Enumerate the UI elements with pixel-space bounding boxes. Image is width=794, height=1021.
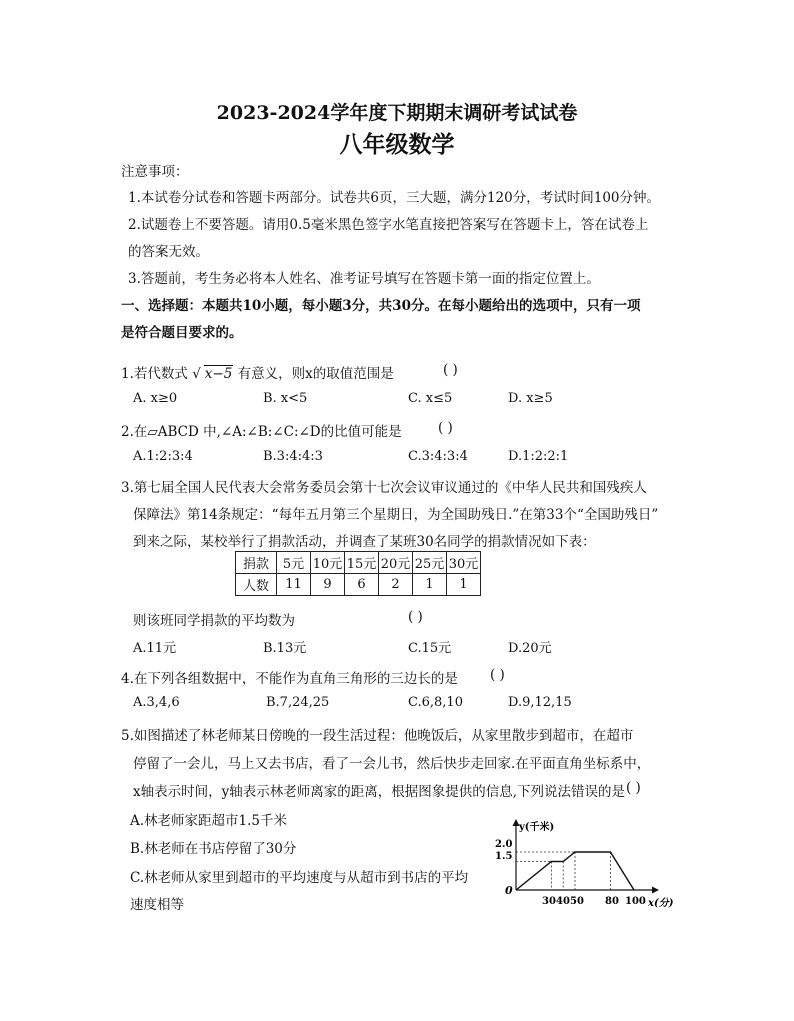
- q4-option-a: A.3,4,6: [133, 695, 180, 710]
- q5-line2: 停留了一会儿，马上又去书店，看了一会儿书，然后快步走回家.在平面直角坐标系中，: [133, 756, 651, 772]
- q5-line3: x轴表示时间，y轴表示林老师离家的距离，根据图象提供的信息,下列说法错误的是: [133, 784, 626, 800]
- q5-line1: 5.如图描述了林老师某日傍晚的一段生活过程：他晚饭后，从家里散步到超市，在超市: [121, 728, 634, 744]
- section1-line2: 是符合题目要求的。: [121, 325, 243, 341]
- table-cell: 2: [379, 574, 413, 596]
- q4-option-d: D.9,12,15: [508, 695, 572, 710]
- table-cell: 1: [447, 574, 481, 596]
- q1-pre: 1.若代数式: [121, 366, 188, 382]
- q2-paren: ( ): [438, 420, 453, 436]
- y-axis-label: y(千米): [519, 822, 555, 833]
- q1-radicand: x−5: [204, 366, 233, 382]
- q2-option-b: B.3:4:4:3: [263, 449, 323, 464]
- q5-option-c2: 速度相等: [130, 897, 184, 913]
- x-tick-label: 100: [625, 896, 646, 907]
- table-cell: 30元: [447, 552, 481, 574]
- graph-guides: [516, 852, 610, 890]
- x-axis-label: x(分): [648, 898, 674, 909]
- q3-line1: 3.第七届全国人民代表大会常务委员会第十七次会议审议通过的《中华人民共和国残疾人: [121, 480, 647, 496]
- notes-heading: 注意事项：: [121, 164, 189, 180]
- q4-stem: 4.在下列各组数据中，不能作为直角三角形的三边长的是: [121, 671, 458, 687]
- q3-option-a: A.11元: [133, 641, 177, 656]
- q3-paren: ( ): [408, 609, 423, 625]
- q4-option-c: C.6,8,10: [408, 695, 463, 710]
- q4-option-b: B.7,24,25: [266, 695, 330, 710]
- sqrt-symbol: √: [192, 366, 201, 382]
- origin-label: 0: [505, 884, 513, 897]
- q2-option-a: A.1:2:3:4: [133, 449, 193, 464]
- table-row: [236, 552, 481, 574]
- x-tick-label: 80: [605, 896, 619, 907]
- q3-option-b: B.13元: [263, 641, 307, 656]
- q1-option-d: D. x≥5: [508, 391, 553, 406]
- table-cell: 11: [277, 574, 311, 596]
- q3-option-d: D.20元: [508, 641, 552, 656]
- table-cell: 6: [345, 574, 379, 596]
- q4-paren: ( ): [490, 667, 505, 683]
- q2-stem: 2.在▱ABCD 中,∠A:∠B:∠C:∠D的比值可能是: [121, 424, 402, 440]
- q3-option-c: C.15元: [408, 641, 452, 656]
- q2-option-c: C.3:4:3:4: [408, 449, 468, 464]
- q1-option-b: B. x<5: [263, 391, 308, 406]
- q5-paren: ( ): [626, 780, 641, 796]
- exam-subtitle: 八年级数学: [339, 131, 455, 158]
- q1-stem: [121, 362, 394, 382]
- table-cell: 1: [413, 574, 447, 596]
- table-cell: 5元: [277, 552, 311, 574]
- q3-ask: 则该班同学捐款的平均数为: [133, 613, 295, 629]
- section1-line1: 一、选择题：本题共10小题，每小题3分，共30分。在每小题给出的选项中，只有一项: [121, 298, 641, 314]
- note-2a: 2.试题卷上不要答题。请用0.5毫米黑色签字水笔直接把答案写在答题卡上，答在试卷上: [128, 217, 649, 233]
- q1-paren: ( ): [443, 362, 458, 378]
- q2-option-d: D.1:2:2:1: [508, 449, 569, 464]
- table-cell: 25元: [413, 552, 447, 574]
- table-cell: 9: [311, 574, 345, 596]
- table-cell: 15元: [345, 552, 379, 574]
- table-cell: 20元: [379, 552, 413, 574]
- q5-option-c1: C.林老师从家里到超市的平均速度与从超市到书店的平均: [130, 870, 469, 886]
- q3-line3: 到来之际，某校举行了捐款活动，并调查了某班30名同学的捐款情况如下表：: [133, 534, 596, 550]
- exam-title: 2023-2024学年度下期期末调研考试试卷: [216, 102, 578, 124]
- note-3: 3.答题前，考生务必将本人姓名、准考证号填写在答题卡第一面的指定位置上。: [128, 271, 600, 287]
- q5-option-b: B.林老师在书店停留了30分: [130, 841, 297, 857]
- donation-table: [235, 551, 481, 596]
- y-tick-label: 1.5: [495, 851, 513, 862]
- q1-option-a: A. x≥0: [133, 391, 178, 406]
- table-row: [236, 574, 481, 596]
- q3-line2: 保障法》第14条规定：“每年五月第三个星期日，为全国助残日.”在第33个“全国助残日”: [133, 507, 659, 523]
- table-cell: 人数: [236, 574, 277, 596]
- x-axis-arrow: [652, 887, 659, 894]
- x-tick-label: 50: [570, 896, 584, 907]
- table-cell: 10元: [311, 552, 345, 574]
- y-tick-label: 2.0: [495, 839, 513, 850]
- x-tick-label: 40: [556, 896, 570, 907]
- note-1: 1.本试卷分试卷和答题卡两部分。试卷共6页，三大题，满分120分，考试时间100分钟。: [128, 190, 661, 206]
- table-cell: 捐款: [236, 552, 277, 574]
- q5-option-a: A.林老师家距超市1.5千米: [130, 813, 288, 829]
- note-2b: 的答案无效。: [128, 244, 209, 260]
- q1-option-c: C. x≤5: [408, 391, 453, 406]
- x-tick-label: 30: [542, 896, 556, 907]
- q1-post: 有意义，则x的取值范围是: [237, 366, 394, 382]
- distance-time-graph: [492, 812, 682, 912]
